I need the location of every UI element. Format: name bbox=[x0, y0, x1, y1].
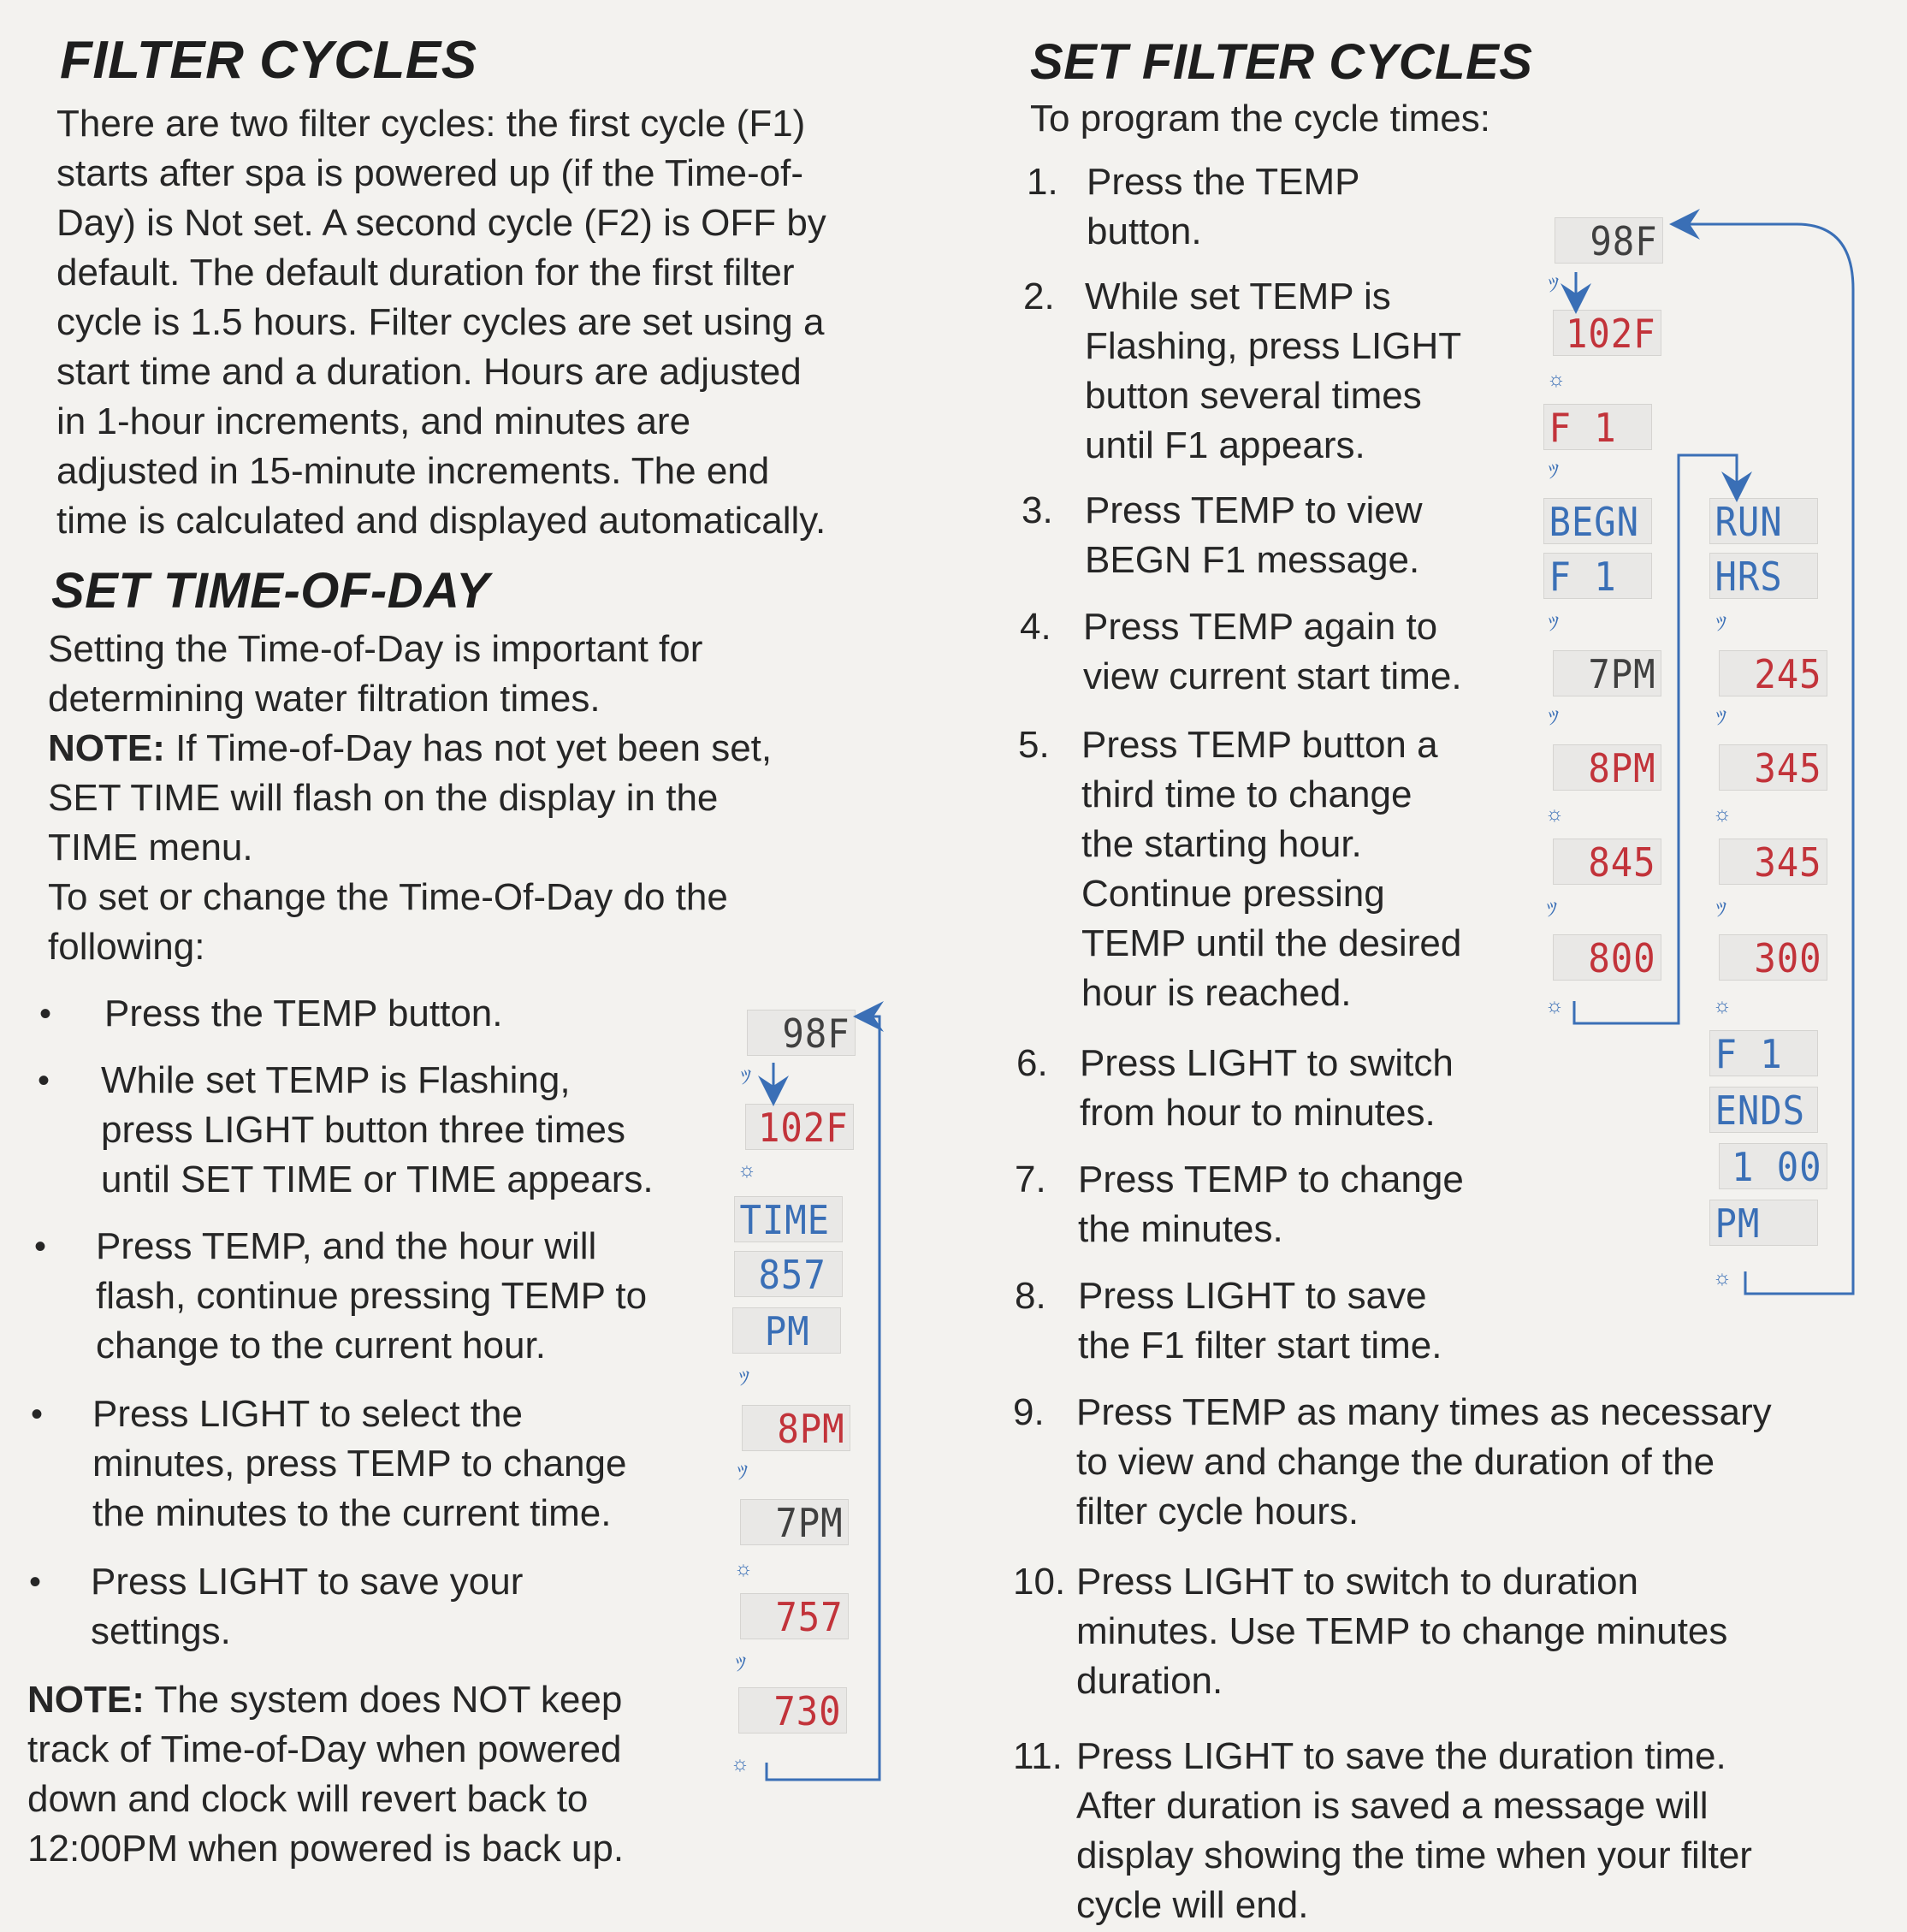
display-f1: F 1 bbox=[1543, 553, 1652, 599]
display-f1: F 1 bbox=[1543, 404, 1652, 450]
display-time: TIME bbox=[734, 1196, 843, 1242]
temp-press-icon: ﾂ bbox=[1716, 613, 1726, 636]
text-line: cycle is 1.5 hours. Filter cycles are set using a bbox=[56, 301, 825, 343]
step-number: 9. bbox=[1013, 1391, 1045, 1433]
bullet-text: Press LIGHT to select the minutes, press TEMP to change the minutes to the current time. bbox=[92, 1393, 627, 1534]
step-text: Press TEMP button a third time to change the starting hour. Continue pressing TEMP until the desired hour is reached. bbox=[1081, 724, 1462, 1014]
step-number: 3. bbox=[1022, 489, 1053, 531]
text-line: time is calculated and displayed automatically. bbox=[56, 500, 826, 542]
temp-press-icon: ﾂ bbox=[1549, 460, 1559, 483]
light-press-icon: ☼ bbox=[1713, 1266, 1732, 1289]
light-press-icon: ☼ bbox=[1713, 994, 1732, 1017]
temp-press-icon: ﾂ bbox=[741, 1066, 751, 1089]
light-press-icon: ☼ bbox=[734, 1557, 753, 1580]
step-text: While set TEMP is Flashing, press LIGHT button several times until F1 appears. bbox=[1085, 276, 1462, 466]
light-press-icon: ☼ bbox=[737, 1159, 756, 1182]
text-line: adjusted in 15-minute increments. The end bbox=[56, 450, 770, 492]
display-102f: 102F bbox=[1553, 310, 1661, 356]
step-text: Press TEMP again to view current start time. bbox=[1083, 606, 1462, 697]
bullet-icon: • bbox=[39, 995, 52, 1033]
note-text: If Time-of-Day has not yet been set, bbox=[164, 727, 773, 769]
loop-arrow bbox=[1682, 224, 1853, 1294]
display-pm: PM bbox=[1709, 1200, 1818, 1246]
display-345: 345 bbox=[1719, 744, 1827, 791]
text-line: To set or change the Time-Of-Day do the bbox=[48, 876, 728, 918]
note-label: NOTE: bbox=[27, 1679, 145, 1721]
step-number: 2. bbox=[1023, 276, 1055, 317]
step-number: 6. bbox=[1016, 1042, 1048, 1084]
step-number: 10. bbox=[1013, 1561, 1066, 1603]
text-line: 12:00PM when powered is back up. bbox=[27, 1828, 625, 1870]
display-begn: BEGN bbox=[1543, 498, 1652, 544]
set-filter-cycles-heading: SET FILTER CYCLES bbox=[1030, 34, 1533, 90]
temp-press-icon: ﾂ bbox=[1549, 274, 1559, 297]
display-8pm: 8PM bbox=[742, 1405, 850, 1451]
step-text: Press TEMP to view BEGN F1 message. bbox=[1085, 489, 1423, 581]
bullet-icon: • bbox=[29, 1563, 42, 1601]
text-line: in 1-hour increments, and minutes are bbox=[56, 400, 691, 442]
temp-press-icon: ﾂ bbox=[739, 1367, 749, 1390]
step-text: Press the TEMP button. bbox=[1087, 161, 1360, 252]
step-number: 7. bbox=[1015, 1159, 1046, 1200]
step-text: Press LIGHT to save the F1 filter start time. bbox=[1078, 1275, 1442, 1366]
text-line: There are two filter cycles: the first cycle (F1) bbox=[56, 103, 806, 145]
bullet-icon: • bbox=[34, 1228, 47, 1265]
text-line: Day) is Not set. A second cycle (F2) is OFF by bbox=[56, 202, 826, 244]
temp-press-icon: ﾂ bbox=[1549, 707, 1559, 730]
display-845: 845 bbox=[1553, 839, 1661, 885]
bullet-text: Press LIGHT to save your settings. bbox=[91, 1561, 524, 1652]
to-column-b-arrow bbox=[1574, 455, 1737, 1023]
set-time-heading: SET TIME-OF-DAY bbox=[51, 563, 490, 619]
filter-cycles-heading: FILTER CYCLES bbox=[60, 31, 477, 90]
display-98f: 98F bbox=[1555, 217, 1663, 264]
display-102f: 102F bbox=[745, 1104, 854, 1150]
display-98f: 98F bbox=[747, 1010, 856, 1056]
display-f1: F 1 bbox=[1709, 1030, 1818, 1076]
temp-press-icon: ﾂ bbox=[736, 1653, 746, 1676]
step-text: Press LIGHT to switch from hour to minutes. bbox=[1080, 1042, 1454, 1134]
text-line: following: bbox=[48, 926, 205, 968]
text-line: track of Time-of-Day when powered bbox=[27, 1728, 622, 1770]
step-text: Press LIGHT to switch to duration minutes. Use TEMP to change minutes duration. bbox=[1076, 1561, 1728, 1702]
temp-press-icon: ﾂ bbox=[1716, 707, 1726, 730]
bullet-text: While set TEMP is Flashing, press LIGHT button three times until SET TIME or TIME appears. bbox=[101, 1059, 654, 1200]
step-text: Press TEMP to change the minutes. bbox=[1078, 1159, 1464, 1250]
display-730: 730 bbox=[738, 1687, 847, 1733]
step-number: 5. bbox=[1018, 724, 1050, 766]
text-line: default. The default duration for the first filter bbox=[56, 252, 795, 293]
light-press-icon: ☼ bbox=[1713, 803, 1732, 826]
display-7pm: 7PM bbox=[1553, 650, 1661, 696]
step-number: 1. bbox=[1027, 161, 1058, 203]
light-press-icon: ☼ bbox=[1547, 368, 1566, 391]
display-345: 345 bbox=[1719, 839, 1827, 885]
text-line: starts after spa is powered up (if the Time-of- bbox=[56, 152, 804, 194]
loop-arrow bbox=[767, 1016, 879, 1780]
step-number: 8. bbox=[1015, 1275, 1046, 1317]
text-line: TIME menu. bbox=[48, 827, 253, 868]
display-245: 245 bbox=[1719, 650, 1827, 696]
light-press-icon: ☼ bbox=[1545, 803, 1564, 826]
bullet-text: Press TEMP, and the hour will flash, continue pressing TEMP to change to the current hour. bbox=[96, 1225, 648, 1366]
temp-press-icon: ﾂ bbox=[1716, 898, 1726, 922]
text-line: start time and a duration. Hours are adjusted bbox=[56, 351, 802, 393]
display-1100: 1 00 bbox=[1719, 1143, 1827, 1189]
display-300: 300 bbox=[1719, 934, 1827, 981]
text-line: SET TIME will flash on the display in the bbox=[48, 777, 719, 819]
text-line: determining water filtration times. bbox=[48, 678, 601, 720]
display-ends: ENDS bbox=[1709, 1087, 1818, 1133]
display-7pm: 7PM bbox=[740, 1499, 849, 1545]
text-line: down and clock will revert back to bbox=[27, 1778, 589, 1820]
set-filter-intro: To program the cycle times: bbox=[1030, 98, 1490, 139]
bullet-text: Press the TEMP button. bbox=[104, 993, 503, 1034]
step-number: 4. bbox=[1020, 606, 1051, 648]
display-hrs: HRS bbox=[1709, 553, 1818, 599]
step-text: Press LIGHT to save the duration time. After duration is saved a message will display showing the time when your filter cycle will end. bbox=[1076, 1735, 1752, 1926]
light-press-icon: ☼ bbox=[1545, 994, 1564, 1017]
bullet-icon: • bbox=[38, 1062, 50, 1099]
light-press-icon: ☼ bbox=[731, 1752, 749, 1775]
display-857: 857 bbox=[734, 1251, 843, 1297]
note-label: NOTE: bbox=[48, 727, 165, 769]
temp-press-icon: ﾂ bbox=[1547, 898, 1557, 922]
step-number: 11. bbox=[1013, 1735, 1063, 1777]
text-line: Setting the Time-of-Day is important for bbox=[48, 628, 703, 670]
note-text: The system does NOT keep bbox=[144, 1679, 623, 1721]
display-run: RUN bbox=[1709, 498, 1818, 544]
display-757: 757 bbox=[740, 1593, 849, 1639]
display-8pm: 8PM bbox=[1553, 744, 1661, 791]
display-800: 800 bbox=[1553, 934, 1661, 981]
display-pm: PM bbox=[732, 1307, 841, 1354]
temp-press-icon: ﾂ bbox=[737, 1461, 748, 1485]
step-text: Press TEMP as many times as necessary to view and change the duration of the filter cycle hours. bbox=[1076, 1391, 1772, 1532]
temp-press-icon: ﾂ bbox=[1549, 613, 1559, 636]
bullet-icon: • bbox=[31, 1396, 44, 1433]
